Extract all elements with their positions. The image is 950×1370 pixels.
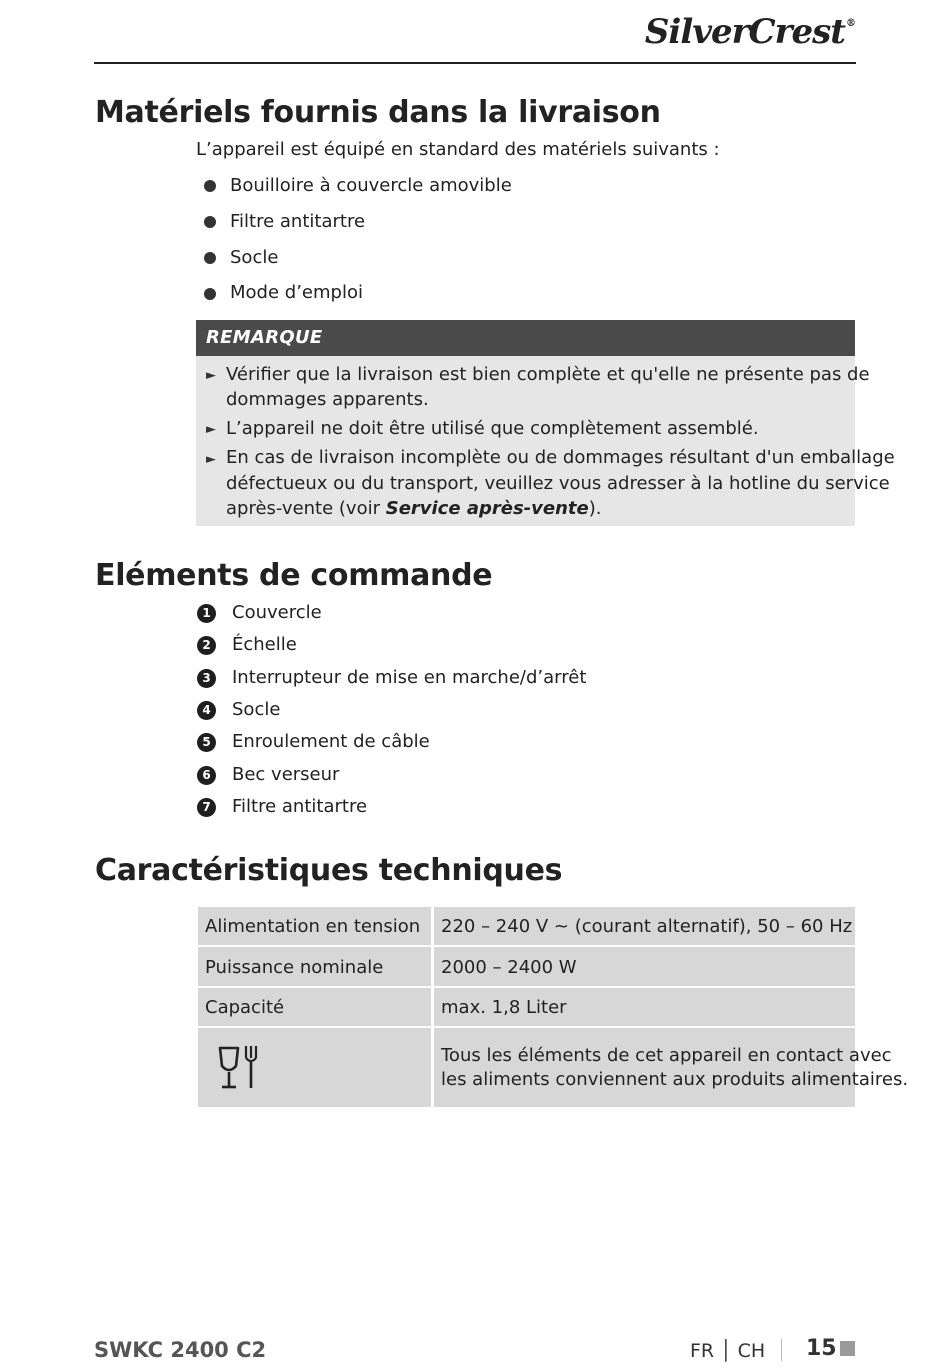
note-text: après-vente (voir Service après-vente). [226, 498, 602, 519]
page-marker-icon [840, 1341, 855, 1356]
control-item: Interrupteur de mise en marche/d’arrêt [232, 667, 587, 688]
note-title: REMARQUE [206, 327, 323, 348]
spec-label-cell: Alimentation en tension [198, 907, 431, 945]
header-rule [94, 62, 856, 64]
footer-model: SWKC 2400 C2 [94, 1338, 267, 1362]
section-title-specs: Caractéristiques techniques [95, 853, 563, 888]
brand-logo: SilverCrest® [644, 12, 855, 52]
delivery-item: Socle [230, 247, 279, 268]
spec-value-cell: max. 1,8 Liter [434, 988, 855, 1026]
control-item: Enroulement de câble [232, 731, 430, 752]
spec-label-cell: Puissance nominale [198, 947, 431, 986]
control-item: Filtre antitartre [232, 796, 368, 817]
service-reference: Service après-vente [385, 498, 589, 519]
section-title-delivery: Matériels fournis dans la livraison [95, 95, 661, 130]
note-text: En cas de livraison incomplète ou de dommages résultant d'un emballage [226, 447, 895, 468]
number-1-icon: 1 [197, 604, 216, 623]
spec-value-cell: Tous les éléments de cet appareil en contact avec les aliments conviennent aux produits alimentaires. [434, 1028, 855, 1107]
bullet-icon [204, 216, 216, 228]
delivery-intro: L’appareil est équipé en standard des matériels suivants : [196, 139, 720, 160]
arrow-right-icon: ► [206, 452, 216, 467]
number-3-icon: 3 [197, 669, 216, 688]
note-text: L’appareil ne doit être utilisé que complètement assemblé. [226, 418, 759, 439]
control-item: Bec verseur [232, 764, 340, 785]
spec-label-cell: Capacité [198, 988, 431, 1026]
note-text: Vérifier que la livraison est bien complète et qu'elle ne présente pas de [226, 364, 870, 385]
number-7-icon: 7 [197, 798, 216, 817]
note-header [196, 320, 855, 356]
control-item: Socle [232, 699, 281, 720]
delivery-item: Mode d’emploi [230, 282, 363, 303]
footer-language: FR │ CH [690, 1340, 766, 1362]
delivery-item: Bouilloire à couvercle amovible [230, 175, 512, 196]
number-4-icon: 4 [197, 701, 216, 720]
bullet-icon [204, 288, 216, 300]
number-6-icon: 6 [197, 766, 216, 785]
note-text: dommages apparents. [226, 389, 429, 410]
page-number: 15 [806, 1336, 837, 1361]
footer-divider [781, 1339, 782, 1361]
arrow-right-icon: ► [206, 368, 216, 383]
section-title-controls: Eléments de commande [95, 558, 493, 593]
note-text: défectueux ou du transport, veuillez vous adresser à la hotline du service [226, 473, 890, 494]
bullet-icon [204, 180, 216, 192]
number-5-icon: 5 [197, 733, 216, 752]
control-item: Échelle [232, 634, 297, 655]
food-safe-glass-fork-icon [216, 1044, 264, 1092]
delivery-item: Filtre antitartre [230, 211, 366, 232]
spec-value-cell: 2000 – 2400 W [434, 947, 855, 986]
arrow-right-icon: ► [206, 422, 216, 437]
spec-icon-cell [198, 1028, 431, 1107]
bullet-icon [204, 252, 216, 264]
number-2-icon: 2 [197, 636, 216, 655]
spec-value-cell: 220 – 240 V ~ (courant alternatif), 50 – 60 Hz [434, 907, 855, 945]
control-item: Couvercle [232, 602, 322, 623]
